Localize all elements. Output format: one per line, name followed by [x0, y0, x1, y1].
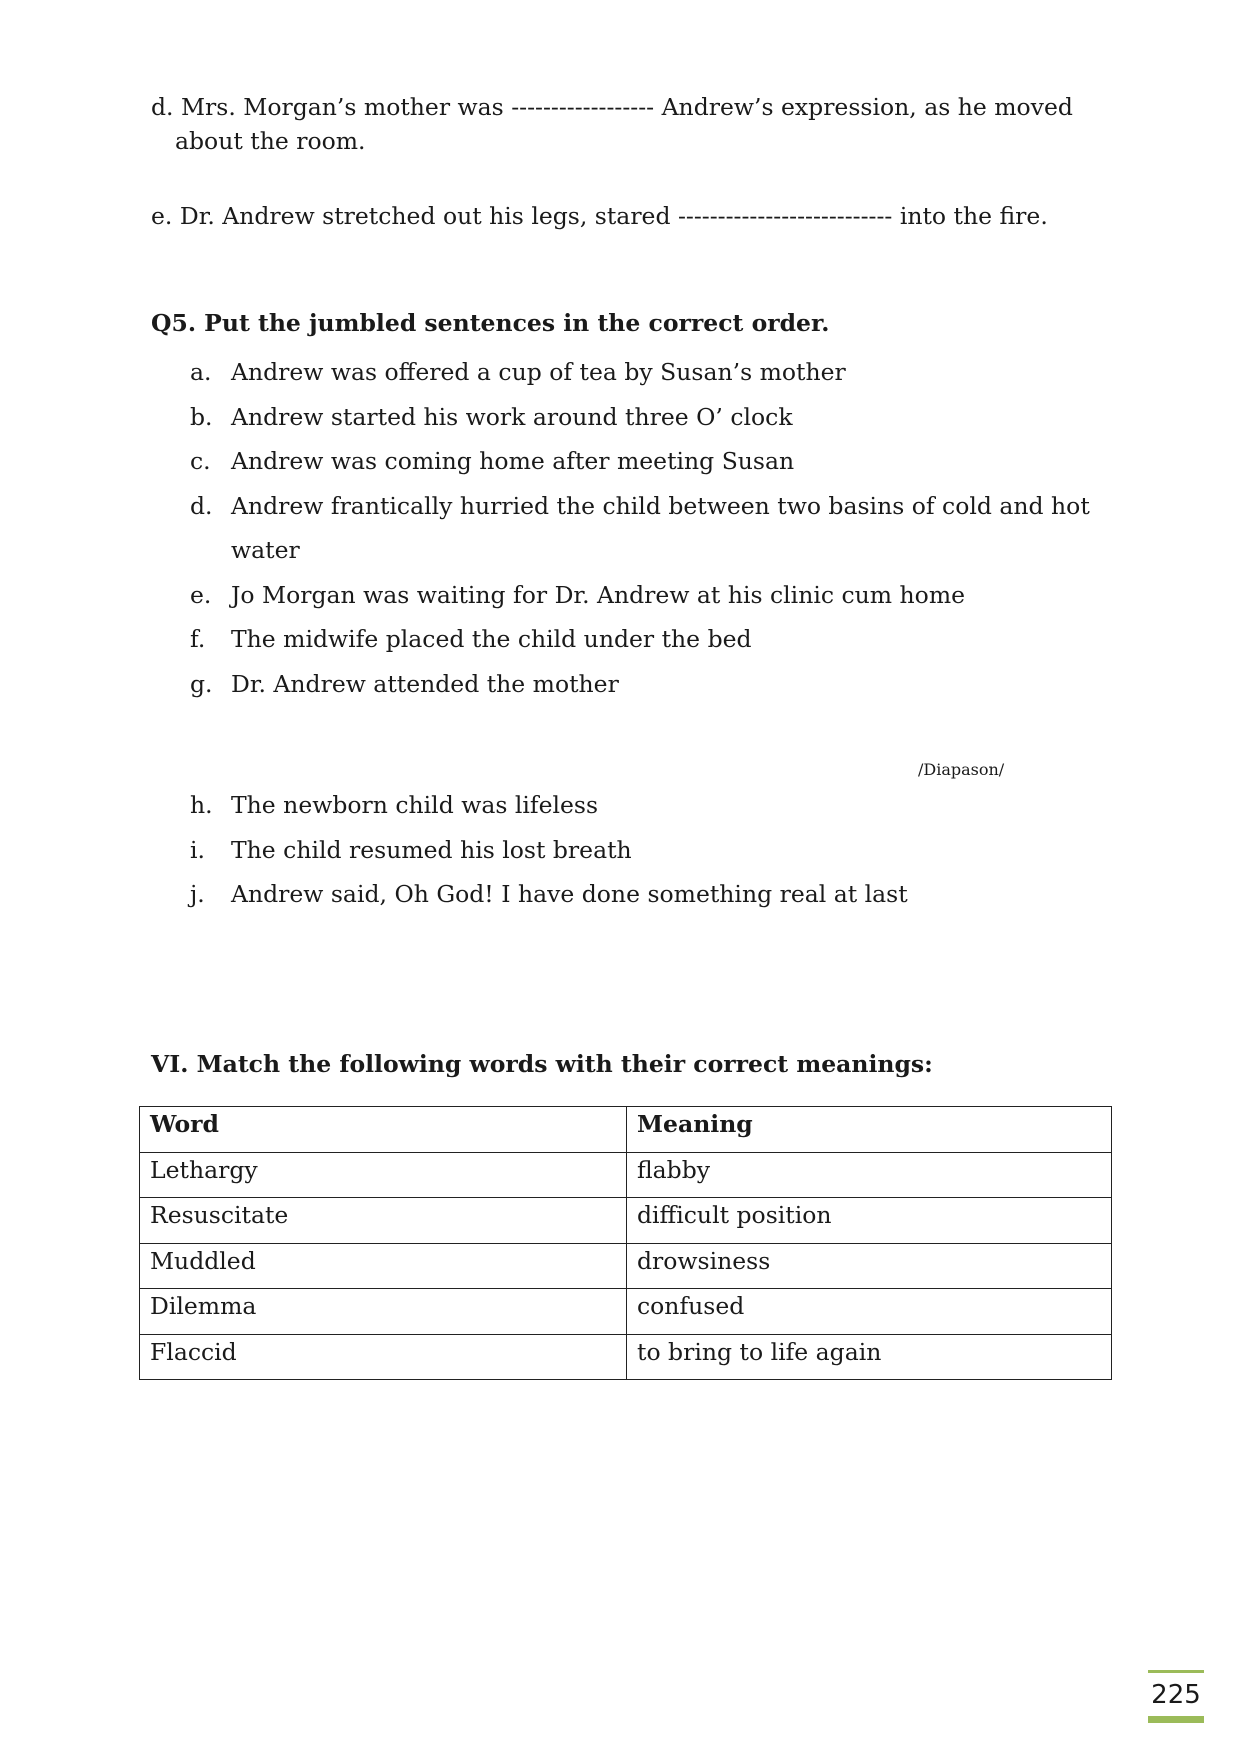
list-item	[190, 350, 1090, 395]
list-item-text: Andrew was coming home after meeting Susan	[231, 447, 795, 475]
list-marker: h.	[190, 791, 213, 819]
list-item	[190, 439, 1090, 484]
list-marker: e.	[190, 580, 212, 609]
list-marker: b.	[190, 402, 213, 431]
meaning-cell: to bring to life again	[627, 1334, 1112, 1380]
list-item	[190, 828, 1090, 873]
q6-heading: VI. Match the following words with their correct meanings:	[151, 1050, 933, 1078]
match-table	[139, 1106, 1112, 1380]
table-row	[140, 1289, 1112, 1335]
column-header-meaning: Meaning	[627, 1107, 1112, 1153]
meaning-cell: difficult position	[627, 1198, 1112, 1244]
fill-blank-item-d-line1: d. Mrs. Morgan’s mother was ------------------ Andrew’s expression, as he moved	[151, 93, 1073, 121]
fill-blank-item-d	[151, 90, 1081, 158]
page-number-accent-bar	[1148, 1716, 1204, 1723]
page-number: 225	[1148, 1670, 1204, 1717]
word-cell: Lethargy	[140, 1152, 627, 1198]
list-item	[190, 484, 1090, 573]
list-item-text: Andrew started his work around three O’ clock	[231, 402, 793, 431]
list-marker: g.	[190, 669, 213, 698]
table-row	[140, 1243, 1112, 1289]
list-item-text: Jo Morgan was waiting for Dr. Andrew at his clinic cum home	[231, 580, 966, 609]
word-cell: Dilemma	[140, 1289, 627, 1335]
table-header-row	[140, 1107, 1112, 1153]
fill-blank-item-d-line2: about the room.	[175, 127, 366, 155]
list-item	[190, 395, 1090, 440]
list-marker: c.	[190, 447, 211, 475]
list-marker: j.	[190, 880, 205, 908]
list-marker: f.	[190, 625, 206, 653]
list-item	[190, 872, 1090, 917]
list-item	[190, 617, 1090, 662]
table-row	[140, 1198, 1112, 1244]
list-marker: a.	[190, 358, 212, 386]
table-row	[140, 1334, 1112, 1380]
list-item-text: Andrew said, Oh God! I have done something real at last	[231, 880, 908, 908]
meaning-cell: drowsiness	[627, 1243, 1112, 1289]
list-item	[190, 783, 1090, 828]
list-item	[190, 573, 1090, 618]
word-cell: Resuscitate	[140, 1198, 627, 1244]
word-cell: Flaccid	[140, 1334, 627, 1380]
list-item	[190, 662, 1090, 707]
meaning-cell: flabby	[627, 1152, 1112, 1198]
q5-heading: Q5. Put the jumbled sentences in the correct order.	[151, 309, 830, 337]
list-item-text: Andrew was offered a cup of tea by Susan’s mother	[231, 358, 846, 386]
list-item-text: The newborn child was lifeless	[231, 791, 599, 819]
list-marker: d.	[190, 491, 213, 520]
list-item-text: The child resumed his lost breath	[231, 835, 632, 864]
list-marker: i.	[190, 835, 205, 864]
fill-blank-item-e: e. Dr. Andrew stretched out his legs, stared --------------------------- into the fire.	[151, 202, 1048, 230]
list-item-text: The midwife placed the child under the bed	[231, 625, 752, 653]
word-cell: Muddled	[140, 1243, 627, 1289]
column-header-word: Word	[140, 1107, 627, 1153]
q5-list-part2	[190, 783, 1090, 917]
q5-list-part1	[190, 350, 1090, 706]
list-item-text: Andrew frantically hurried the child between two basins of cold and hot water	[231, 491, 1090, 564]
list-item-text: Dr. Andrew attended the mother	[231, 669, 619, 698]
table-row	[140, 1152, 1112, 1198]
source-citation: /Diapason/	[918, 760, 1005, 779]
meaning-cell: confused	[627, 1289, 1112, 1335]
